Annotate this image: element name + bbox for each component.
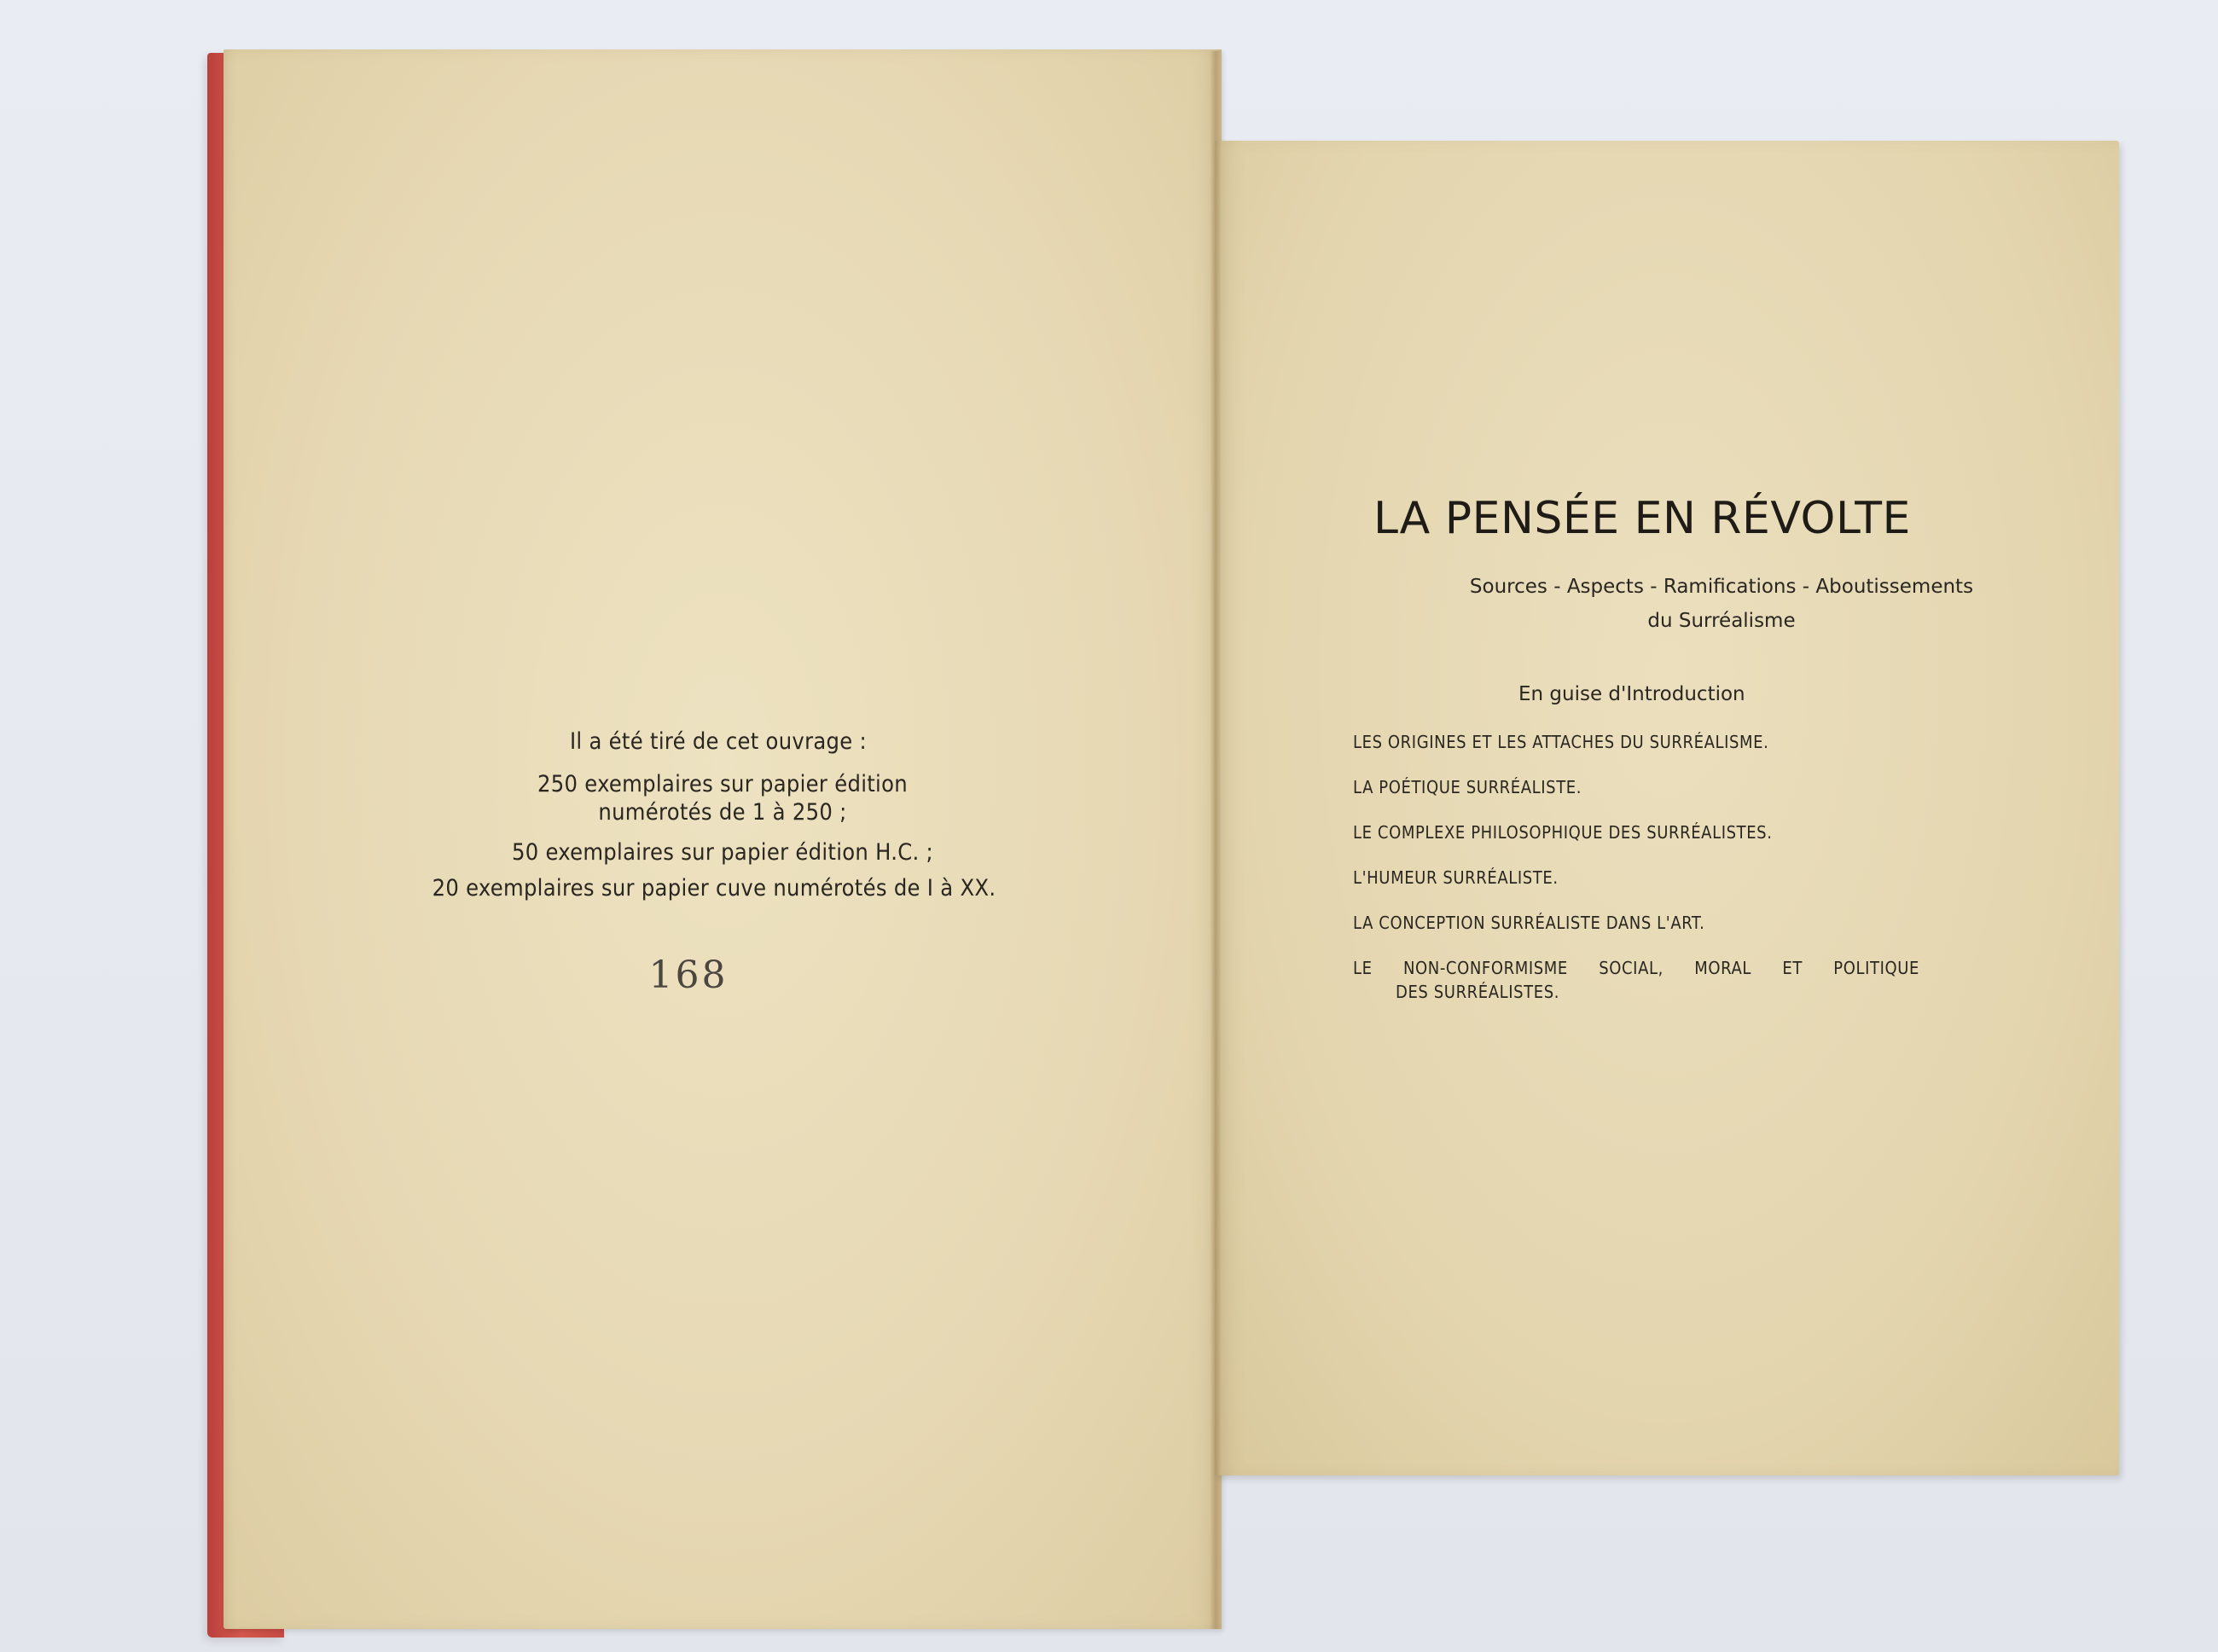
colophon-line: Il a été tiré de cet ouvrage : bbox=[569, 728, 868, 755]
toc-item-line: DES SURRÉALISTES. bbox=[1396, 982, 1560, 1002]
toc-item-line: LE NON-CONFORMISME SOCIAL, MORAL ET POLITIQUE bbox=[1353, 958, 1919, 978]
colophon bbox=[224, 725, 1222, 906]
toc-item: LES ORIGINES ET LES ATTACHES DU SURRÉALISME. bbox=[1353, 732, 1769, 752]
toc-item: LA CONCEPTION SURRÉALISTE DANS L'ART. bbox=[1353, 913, 1705, 933]
toc-item bbox=[1353, 956, 1919, 1004]
toc-item: LE COMPLEXE PHILOSOPHIQUE DES SURRÉALISTES. bbox=[1353, 822, 1773, 843]
colophon-line: 50 exemplaires sur papier édition H.C. ; bbox=[511, 839, 934, 866]
colophon-line: 20 exemplaires sur papier cuve numérotés de I à XX. bbox=[432, 875, 996, 901]
colophon-line: 250 exemplaires sur papier édition bbox=[537, 771, 908, 797]
copy-number: 168 bbox=[648, 954, 729, 997]
table-of-contents bbox=[1353, 730, 1919, 1004]
book-title: LA PENSÉE EN RÉVOLTE bbox=[1373, 493, 1911, 544]
book-subtitle bbox=[1269, 570, 2174, 638]
introduction-heading: En guise d'Introduction bbox=[1518, 683, 1745, 705]
colophon-line: numérotés de 1 à 250 ; bbox=[598, 799, 847, 826]
toc-item: L'HUMEUR SURRÉALISTE. bbox=[1353, 867, 1559, 888]
subtitle-line: Sources - Aspects - Ramifications - Aboutissements bbox=[1469, 576, 1974, 598]
subtitle-line: du Surréalisme bbox=[1647, 610, 1796, 632]
toc-item: LA POÉTIQUE SURRÉALISTE. bbox=[1353, 777, 1582, 797]
